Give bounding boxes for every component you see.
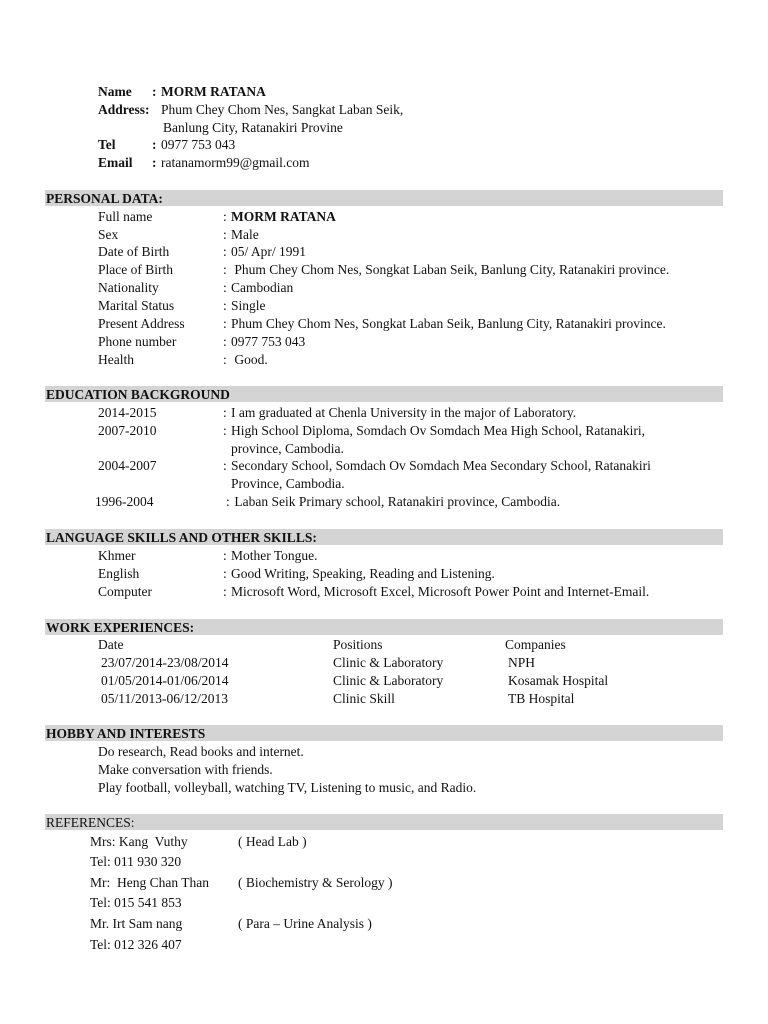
education-row [0, 404, 768, 421]
section-heading-text: REFERENCES: [46, 815, 135, 830]
work-date: 01/05/2014-01/06/2014 [101, 673, 229, 688]
education-years: 2014-2015 [98, 405, 157, 420]
work-position: Clinic Skill [333, 691, 395, 706]
field-colon: : [223, 334, 227, 349]
field-colon: : [223, 405, 227, 420]
education-detail: I am graduated at Chenla University in the major of Laboratory. [231, 405, 577, 420]
reference-role: ( Head Lab ) [238, 834, 307, 849]
skill-row [0, 565, 768, 582]
email-value: ratanamorm99@gmail.com [161, 155, 310, 170]
tel-label: Tel [98, 137, 116, 152]
personal-row [0, 333, 768, 350]
field-colon: : [223, 352, 227, 367]
education-detail: Laban Seik Primary school, Ratanakiri province, Cambodia. [231, 494, 561, 509]
field-colon: : [223, 316, 227, 331]
education-years: 2004-2007 [98, 458, 157, 473]
name-label: Name [98, 84, 132, 99]
field-value: MORM RATANA [231, 209, 336, 224]
field-label: Health [98, 352, 134, 367]
section-heading-references [45, 814, 723, 830]
email-label: Email [98, 155, 133, 170]
education-detail: High School Diploma, Somdach Ov Somdach Mea High School, Ratanakiri, [231, 423, 645, 438]
section-heading-text: PERSONAL DATA: [46, 191, 163, 206]
work-company: NPH [508, 655, 536, 670]
section-heading-personal [45, 190, 723, 206]
address-line-1: Phum Chey Chom Nes, Sangkat Laban Seik, [161, 102, 404, 117]
tel-separator: : [152, 137, 157, 152]
reference-tel: Tel: 011 930 320 [90, 854, 182, 869]
hobby-line: Play football, volleyball, watching TV, Listening to music, and Radio. [98, 780, 477, 795]
education-row [0, 493, 768, 510]
address-label: Address: [98, 102, 150, 117]
work-position: Clinic & Laboratory [333, 655, 444, 670]
personal-row [0, 351, 768, 368]
field-colon: : [223, 298, 227, 313]
field-colon: : [223, 566, 227, 581]
personal-row [0, 208, 768, 225]
skill-label: Khmer [98, 548, 136, 563]
field-colon: : [223, 262, 227, 277]
field-label: Place of Birth [98, 262, 173, 277]
section-heading-text: LANGUAGE SKILLS AND OTHER SKILLS: [46, 530, 317, 545]
field-value: Phum Chey Chom Nes, Songkat Laban Seik, Banlung City, Ratanakiri province. [231, 316, 666, 331]
work-date: 05/11/2013-06/12/2013 [101, 691, 228, 706]
field-label: Sex [98, 227, 119, 242]
hobby-line: Make conversation with friends. [98, 762, 273, 777]
work-position: Clinic & Laboratory [333, 673, 444, 688]
skill-row [0, 583, 768, 600]
education-row [0, 422, 768, 439]
field-value: 05/ Apr/ 1991 [231, 244, 307, 259]
section-heading-text: EDUCATION BACKGROUND [46, 387, 230, 402]
skill-value: Good Writing, Speaking, Reading and Listening. [231, 566, 495, 581]
field-colon: : [223, 548, 227, 563]
address-line-2: Banlung City, Ratanakiri Provine [163, 120, 343, 135]
hobby-line: Do research, Read books and internet. [98, 744, 304, 759]
email-separator: : [152, 155, 157, 170]
work-col-positions: Positions [333, 637, 383, 652]
section-heading-skills [45, 529, 723, 545]
skill-value: Mother Tongue. [231, 548, 318, 563]
work-col-companies: Companies [505, 637, 566, 652]
personal-row [0, 279, 768, 296]
field-label: Phone number [98, 334, 177, 349]
education-years: 2007-2010 [98, 423, 157, 438]
section-heading-text: HOBBY AND INTERESTS [46, 726, 206, 741]
field-value: Male [231, 227, 259, 242]
reference-name: Mr. Irt Sam nang [90, 916, 183, 931]
section-heading-work [45, 619, 723, 635]
reference-name: Mr: Heng Chan Than [90, 875, 209, 890]
skill-row [0, 547, 768, 564]
education-row [0, 457, 768, 474]
field-label: Marital Status [98, 298, 175, 313]
work-company: TB Hospital [508, 691, 575, 706]
skill-value: Microsoft Word, Microsoft Excel, Microsoft Power Point and Internet-Email. [231, 584, 650, 599]
work-date: 23/07/2014-23/08/2014 [101, 655, 229, 670]
name-value: MORM RATANA [161, 84, 266, 99]
reference-tel: Tel: 012 326 407 [90, 937, 182, 952]
education-years: 1996-2004 [95, 494, 154, 509]
work-col-date: Date [98, 637, 124, 652]
personal-row [0, 226, 768, 243]
education-detail-cont: province, Cambodia. [231, 441, 344, 456]
field-value: Single [231, 298, 266, 313]
section-heading-text: WORK EXPERIENCES: [46, 620, 195, 635]
personal-row [0, 261, 768, 278]
field-colon: : [223, 244, 227, 259]
education-detail: Secondary School, Somdach Ov Somdach Mea Secondary School, Ratanakiri [231, 458, 651, 473]
skill-label: Computer [98, 584, 152, 599]
reference-name: Mrs: Kang Vuthy [90, 834, 188, 849]
field-label: Present Address [98, 316, 185, 331]
field-colon: : [223, 280, 227, 295]
reference-tel: Tel: 015 541 853 [90, 895, 182, 910]
tel-value: 0977 753 043 [161, 137, 236, 152]
field-colon: : [223, 423, 227, 438]
work-company: Kosamak Hospital [508, 673, 609, 688]
field-label: Full name [98, 209, 153, 224]
section-heading-hobby [45, 725, 723, 741]
field-colon: : [223, 227, 227, 242]
section-heading-education [45, 386, 723, 402]
field-colon: : [223, 209, 227, 224]
personal-row [0, 315, 768, 332]
field-value: Phum Chey Chom Nes, Songkat Laban Seik, Banlung City, Ratanakiri province. [231, 262, 670, 277]
field-colon: : [226, 494, 230, 509]
reference-role: ( Para – Urine Analysis ) [238, 916, 372, 931]
field-label: Date of Birth [98, 244, 170, 259]
personal-row [0, 243, 768, 260]
field-value: Good. [231, 352, 268, 367]
field-label: Nationality [98, 280, 159, 295]
personal-row [0, 297, 768, 314]
field-value: 0977 753 043 [231, 334, 306, 349]
field-colon: : [223, 458, 227, 473]
name-separator: : [152, 84, 157, 99]
field-value: Cambodian [231, 280, 294, 295]
skill-label: English [98, 566, 140, 581]
reference-role: ( Biochemistry & Serology ) [238, 875, 393, 890]
education-detail-cont: Province, Cambodia. [231, 476, 345, 491]
field-colon: : [223, 584, 227, 599]
